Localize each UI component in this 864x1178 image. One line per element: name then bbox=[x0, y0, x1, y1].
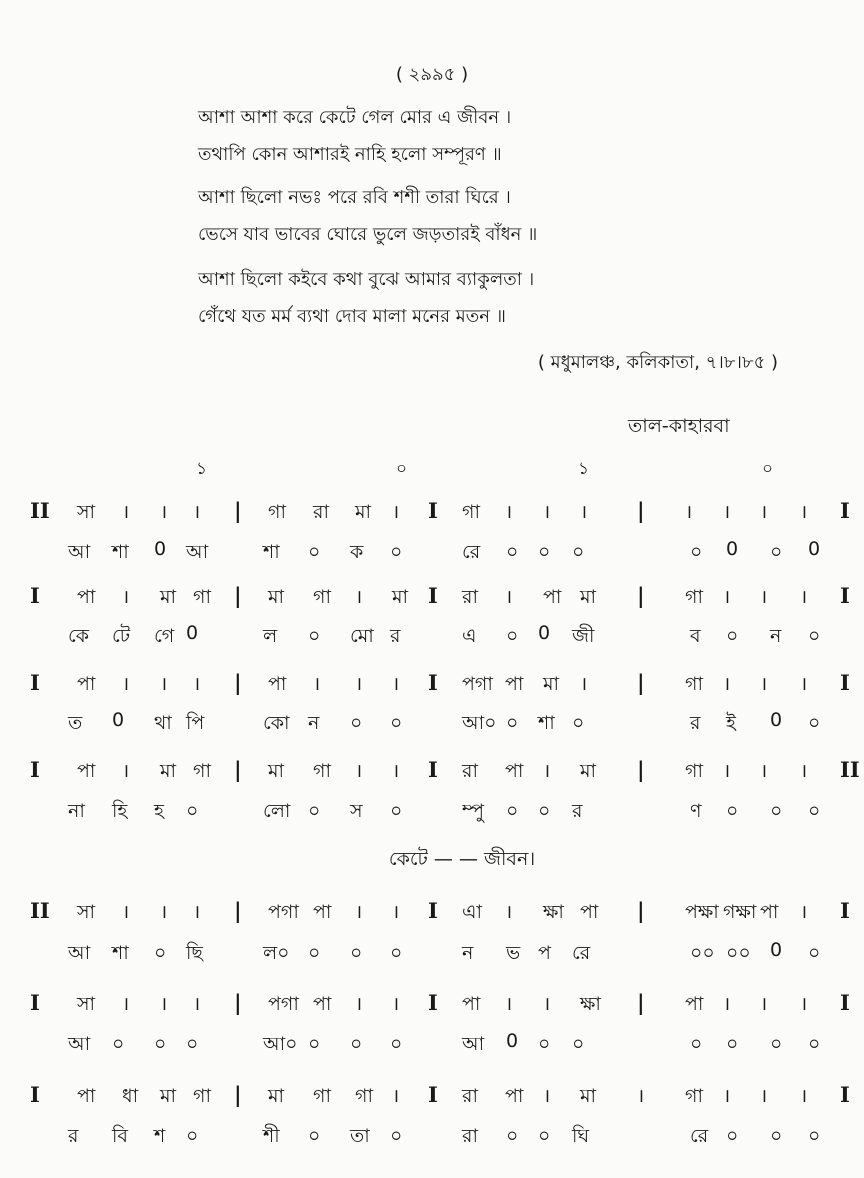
lyric-syllable: ক bbox=[350, 541, 364, 563]
lyric-syllable: ম্পু bbox=[462, 800, 485, 822]
lyric-syllable: এ bbox=[462, 625, 477, 647]
lyric-syllable: ০ bbox=[390, 800, 403, 822]
swara-note: পগা bbox=[462, 673, 493, 695]
lyric-syllable: ০ bbox=[690, 1033, 703, 1055]
lyric-syllable: ন bbox=[308, 712, 320, 734]
lyric-syllable: ০০ bbox=[690, 942, 715, 964]
swara-note: । bbox=[355, 586, 363, 608]
swara-note: । bbox=[685, 501, 693, 523]
bar-line: I bbox=[30, 670, 40, 695]
lyric-syllable: ছি bbox=[186, 942, 203, 964]
beat-mark-2: ০ bbox=[396, 459, 408, 479]
lyric-syllable: 0 bbox=[538, 622, 551, 644]
swara-note: পা bbox=[77, 673, 96, 695]
swara-note: । bbox=[580, 501, 588, 523]
swara-note: । bbox=[355, 993, 363, 1015]
lyric-syllable: ০ bbox=[808, 1033, 821, 1055]
bar-line: | bbox=[234, 757, 242, 782]
swara-note: । bbox=[723, 501, 731, 523]
lyric-syllable: ০ bbox=[808, 712, 821, 734]
lyric-syllable: ০ bbox=[154, 1033, 167, 1055]
lyric-syllable: ০ bbox=[350, 712, 363, 734]
swara-note: । bbox=[122, 901, 130, 923]
lyric-syllable: ০ bbox=[308, 625, 321, 647]
lyric-syllable: 0 bbox=[770, 939, 783, 961]
lyric-syllable: 0 bbox=[154, 538, 167, 560]
lyric-syllable: শা bbox=[538, 712, 555, 734]
swara-note: । bbox=[760, 586, 768, 608]
swara-note: গা bbox=[685, 586, 703, 608]
lyric-syllable: আ bbox=[186, 541, 209, 563]
swara-note: । bbox=[723, 586, 731, 608]
beat-mark-1: ১ bbox=[196, 459, 208, 479]
bar-line: | bbox=[234, 498, 242, 523]
lyric-syllable: ব bbox=[690, 625, 701, 647]
swara-note: পা bbox=[685, 993, 704, 1015]
swara-note: । bbox=[723, 1085, 731, 1107]
bar-line: I bbox=[428, 583, 438, 608]
bar-line: I bbox=[30, 990, 40, 1015]
swara-note: মা bbox=[268, 1085, 285, 1107]
lyric-syllable: ০ bbox=[112, 1033, 125, 1055]
swara-note: । bbox=[543, 501, 551, 523]
lyric-syllable: ০ bbox=[390, 1125, 403, 1147]
bar-line: | bbox=[234, 990, 242, 1015]
lyric-syllable: রে bbox=[572, 942, 591, 964]
swara-note: মা bbox=[160, 1085, 177, 1107]
swara-note: মা bbox=[268, 760, 285, 782]
swara-note: । bbox=[505, 501, 513, 523]
bar-line: | bbox=[234, 583, 242, 608]
swara-note: পা bbox=[268, 673, 287, 695]
swara-note: পা bbox=[505, 760, 524, 782]
bar-line: I bbox=[428, 757, 438, 782]
lyric-syllable: 0 bbox=[726, 538, 739, 560]
bar-line: I bbox=[840, 498, 850, 523]
notation-row-1-lyrics bbox=[0, 538, 864, 568]
lyric-syllable: 0 bbox=[506, 1030, 519, 1052]
lyric-syllable: ০ bbox=[390, 1033, 403, 1055]
lyric-syllable: হি bbox=[112, 800, 128, 822]
lyric-syllable: ত bbox=[68, 712, 83, 734]
swara-note: গা bbox=[313, 760, 331, 782]
swara-note: । bbox=[392, 501, 400, 523]
lyric-syllable: শী bbox=[263, 1125, 280, 1147]
lyric-syllable: ০ bbox=[726, 625, 739, 647]
swara-note: । bbox=[505, 993, 513, 1015]
lyric-syllable: ০ bbox=[390, 712, 403, 734]
lyric-syllable: ০ bbox=[726, 1125, 739, 1147]
lyric-syllable: আ০ bbox=[462, 712, 497, 734]
swara-note: । bbox=[723, 993, 731, 1015]
lyric-syllable: ০ bbox=[538, 1033, 551, 1055]
swara-note: । bbox=[505, 901, 513, 923]
swara-note: সা bbox=[77, 901, 96, 923]
lyric-syllable: হ bbox=[154, 800, 164, 822]
lyric-syllable: 0 bbox=[770, 709, 783, 731]
swara-note: পা bbox=[505, 1085, 524, 1107]
swara-note: । bbox=[505, 586, 513, 608]
swara-note: মা bbox=[268, 586, 285, 608]
notation-row-7-lyrics bbox=[0, 1122, 864, 1152]
lyric-syllable: ০ bbox=[770, 1033, 783, 1055]
notation-row-5-lyrics bbox=[0, 939, 864, 969]
swara-note: পা bbox=[580, 901, 599, 923]
beat-mark-4: ০ bbox=[762, 459, 774, 479]
lyric-syllable: ০ bbox=[538, 1125, 551, 1147]
source-note: ( মধুমালঞ্চ, কলিকাতা, ৭।৮।৮৫ ) bbox=[537, 352, 778, 373]
lyric-syllable: 0 bbox=[112, 709, 125, 731]
swara-note: । bbox=[193, 993, 201, 1015]
bar-line: I bbox=[840, 583, 850, 608]
verse-line-2: তথাপি কোন আশারই নাহি হলো সম্পূরণ ॥ bbox=[198, 144, 502, 165]
notation-row-4-lyrics bbox=[0, 797, 864, 827]
lyric-syllable: ০ bbox=[350, 942, 363, 964]
lyric-syllable: ০ bbox=[506, 1125, 519, 1147]
lyric-syllable: আ bbox=[462, 1033, 485, 1055]
swara-note: । bbox=[355, 901, 363, 923]
swara-note: । bbox=[392, 760, 400, 782]
bar-line: | bbox=[234, 1082, 242, 1107]
notation-row-6-swara bbox=[0, 990, 864, 1020]
swara-note: গা bbox=[193, 586, 211, 608]
swara-note: মা bbox=[355, 501, 372, 523]
lyric-syllable: ০ bbox=[506, 541, 519, 563]
lyric-syllable: ০ bbox=[808, 1125, 821, 1147]
bar-line: | bbox=[637, 990, 645, 1015]
bar-line: I bbox=[840, 1082, 850, 1107]
swara-note: গা bbox=[355, 1085, 373, 1107]
lyric-syllable: আ bbox=[68, 1033, 91, 1055]
lyric-syllable: ০ bbox=[808, 800, 821, 822]
notation-row-2-lyrics bbox=[0, 622, 864, 652]
swara-note: । bbox=[580, 673, 588, 695]
swara-note: পা bbox=[505, 673, 524, 695]
swara-note: । bbox=[160, 901, 168, 923]
swara-note: । bbox=[355, 673, 363, 695]
swara-note: গক্ষা bbox=[723, 901, 757, 923]
lyric-syllable: তা bbox=[350, 1125, 370, 1147]
bar-line: | bbox=[637, 757, 645, 782]
bar-line: I bbox=[840, 990, 850, 1015]
lyric-syllable: গে bbox=[154, 625, 175, 647]
lyric-syllable: কো bbox=[263, 712, 290, 734]
lyric-syllable: 0 bbox=[186, 622, 199, 644]
lyric-syllable: ০ bbox=[186, 1125, 199, 1147]
lyric-syllable: 0 bbox=[808, 538, 821, 560]
lyric-syllable: ০ bbox=[390, 541, 403, 563]
swara-note: । bbox=[543, 993, 551, 1015]
swara-note: । bbox=[122, 673, 130, 695]
swara-note: । bbox=[313, 673, 321, 695]
lyric-syllable: রে bbox=[462, 541, 481, 563]
lyric-syllable: র bbox=[572, 800, 583, 822]
lyric-syllable: শা bbox=[263, 541, 280, 563]
swara-note: । bbox=[392, 673, 400, 695]
swara-note: । bbox=[723, 760, 731, 782]
lyric-syllable: ০ bbox=[186, 1033, 199, 1055]
lyric-syllable: ০ bbox=[308, 1033, 321, 1055]
lyric-syllable: জী bbox=[572, 625, 595, 647]
bar-line: | bbox=[234, 898, 242, 923]
lyric-syllable: ০ bbox=[308, 942, 321, 964]
bar-line: I bbox=[840, 670, 850, 695]
lyric-syllable: র bbox=[690, 712, 701, 734]
swara-note: । bbox=[800, 1085, 808, 1107]
bar-line: | bbox=[637, 498, 645, 523]
lyric-syllable: বি bbox=[112, 1125, 129, 1147]
swara-note: পা bbox=[77, 760, 96, 782]
bar-line: | bbox=[234, 670, 242, 695]
lyric-syllable: ০ bbox=[726, 800, 739, 822]
lyric-syllable: আ০ bbox=[263, 1033, 298, 1055]
lyric-syllable: ০ bbox=[308, 800, 321, 822]
swara-note: রা bbox=[462, 760, 478, 782]
swara-note: । bbox=[392, 993, 400, 1015]
lyric-syllable: ০ bbox=[572, 1033, 585, 1055]
verse-line-3: আশা ছিলো নভঃ পরে রবি শশী তারা ঘিরে । bbox=[198, 187, 511, 208]
bar-line: | bbox=[637, 583, 645, 608]
swara-note: পগা bbox=[268, 993, 299, 1015]
taal-label: তাল-কাহারবা bbox=[628, 415, 730, 437]
swara-note: পা bbox=[313, 993, 332, 1015]
swara-note: পা bbox=[77, 586, 96, 608]
bar-line: II bbox=[30, 498, 50, 523]
swara-note: । bbox=[760, 1085, 768, 1107]
song-number: ( ২৯৯৫ ) bbox=[395, 64, 469, 85]
swara-note: । bbox=[543, 760, 551, 782]
swara-note: গা bbox=[685, 673, 703, 695]
lyric-syllable: ০ bbox=[770, 800, 783, 822]
lyric-syllable: ০ bbox=[186, 800, 199, 822]
swara-note: । bbox=[122, 993, 130, 1015]
swara-note: মা bbox=[580, 760, 597, 782]
lyric-syllable: ০ bbox=[154, 942, 167, 964]
swara-note: পা bbox=[760, 901, 779, 923]
notation-row-3-lyrics bbox=[0, 709, 864, 739]
verse-line-1: আশা আশা করে কেটে গেল মোর এ জীবন । bbox=[198, 107, 512, 128]
swara-note: । bbox=[193, 673, 201, 695]
lyric-syllable: রা bbox=[462, 1125, 478, 1147]
lyric-syllable: প bbox=[538, 942, 551, 964]
swara-note: গা bbox=[268, 501, 286, 523]
lyric-syllable: রে bbox=[690, 1125, 709, 1147]
lyric-syllable: ০ bbox=[538, 541, 551, 563]
swara-note: ক্ষা bbox=[543, 901, 564, 923]
swara-note: পা bbox=[77, 1085, 96, 1107]
swara-note: । bbox=[800, 673, 808, 695]
lyric-syllable: ০ bbox=[808, 625, 821, 647]
bar-line: I bbox=[30, 583, 40, 608]
swara-note: মা bbox=[392, 586, 409, 608]
lyric-syllable: ০ bbox=[770, 541, 783, 563]
verse-line-4: ভেসে যাব ভাবের ঘোরে ভুলে জড়তারই বাঁধন ॥ bbox=[198, 224, 538, 245]
swara-note: ধা bbox=[122, 1085, 139, 1107]
swara-note: পক্ষা bbox=[685, 901, 719, 923]
swara-note: এা bbox=[462, 901, 482, 923]
lyric-syllable: আ bbox=[68, 942, 91, 964]
swara-note: পা bbox=[543, 586, 562, 608]
swara-note: । bbox=[800, 586, 808, 608]
lyric-syllable: ০ bbox=[770, 1125, 783, 1147]
lyric-syllable: ০ bbox=[726, 1033, 739, 1055]
lyric-syllable: র bbox=[68, 1125, 79, 1147]
lyric-syllable: ০ bbox=[538, 800, 551, 822]
lyric-syllable: ০ bbox=[308, 541, 321, 563]
lyric-syllable: ০ bbox=[506, 712, 519, 734]
swara-note: । bbox=[193, 901, 201, 923]
swara-note: । bbox=[193, 501, 201, 523]
lyric-syllable: লো bbox=[263, 800, 291, 822]
swara-note: । bbox=[800, 901, 808, 923]
swara-note: মা bbox=[160, 586, 177, 608]
swara-note: । bbox=[392, 1085, 400, 1107]
lyric-syllable: ০ bbox=[572, 541, 585, 563]
notation-row-7-swara bbox=[0, 1082, 864, 1112]
lyric-syllable: কে bbox=[68, 625, 90, 647]
notation-row-4-swara bbox=[0, 757, 864, 787]
lyric-syllable: আ bbox=[68, 541, 91, 563]
bar-line: I bbox=[840, 898, 850, 923]
lyric-syllable: ০ bbox=[690, 541, 703, 563]
lyric-syllable: ভ bbox=[506, 942, 521, 964]
beat-mark-3: ১ bbox=[578, 459, 590, 479]
bar-line: I bbox=[428, 898, 438, 923]
swara-note: । bbox=[122, 760, 130, 782]
bar-line: II bbox=[30, 898, 50, 923]
swara-note: । bbox=[800, 760, 808, 782]
verse-line-6: গেঁথে যত মর্ম ব্যথা দোব মালা মনের মতন ॥ bbox=[198, 306, 506, 327]
swara-note: রা bbox=[462, 1085, 478, 1107]
lyric-syllable: ল bbox=[263, 625, 278, 647]
lyric-syllable: ণ bbox=[690, 800, 702, 822]
bar-line: I bbox=[428, 670, 438, 695]
lyric-syllable: থা bbox=[154, 712, 172, 734]
swara-note: । bbox=[760, 993, 768, 1015]
swara-note: পগা bbox=[268, 901, 299, 923]
swara-note: ক্ষা bbox=[580, 993, 601, 1015]
swara-note: । bbox=[760, 501, 768, 523]
lyric-syllable: মো bbox=[350, 625, 374, 647]
swara-note: । bbox=[160, 673, 168, 695]
lyric-syllable: ঘি bbox=[572, 1125, 590, 1147]
swara-note: গা bbox=[193, 1085, 211, 1107]
swara-note: রা bbox=[462, 586, 478, 608]
lyric-syllable: শা bbox=[112, 541, 129, 563]
lyric-syllable: ন bbox=[770, 625, 782, 647]
lyric-syllable: পি bbox=[186, 712, 205, 734]
notation-row-5-swara bbox=[0, 898, 864, 928]
swara-note: । bbox=[543, 1085, 551, 1107]
swara-note: । bbox=[760, 760, 768, 782]
swara-note: গা bbox=[193, 760, 211, 782]
swara-note: সা bbox=[77, 993, 96, 1015]
lyric-syllable: ০ bbox=[506, 800, 519, 822]
lyric-syllable: ০০ bbox=[726, 942, 751, 964]
swara-note: মা bbox=[580, 1085, 597, 1107]
swara-note: । bbox=[392, 901, 400, 923]
bar-line: II bbox=[840, 757, 860, 782]
verse-line-5: আশা ছিলো কইবে কথা বুঝে আমার ব্যাকুলতা । bbox=[198, 269, 535, 290]
bar-line: I bbox=[30, 757, 40, 782]
bar-line: I bbox=[30, 1082, 40, 1107]
bar-line: I bbox=[428, 1082, 438, 1107]
notation-row-3-swara bbox=[0, 670, 864, 700]
swara-note: গা bbox=[313, 586, 331, 608]
lyric-syllable: ০ bbox=[572, 712, 585, 734]
bar-line: | bbox=[637, 898, 645, 923]
swara-note: পা bbox=[462, 993, 481, 1015]
lyric-syllable: স bbox=[350, 800, 363, 822]
bar-line: I bbox=[428, 498, 438, 523]
lyric-syllable: ০ bbox=[808, 942, 821, 964]
lyric-syllable: ন bbox=[462, 942, 474, 964]
swara-note: । bbox=[160, 501, 168, 523]
lyric-syllable: শ bbox=[154, 1125, 166, 1147]
swara-note: মা bbox=[543, 673, 560, 695]
refrain-line: কেটে — — জীবন। bbox=[388, 848, 536, 870]
swara-note: । bbox=[122, 501, 130, 523]
notation-row-6-lyrics bbox=[0, 1030, 864, 1060]
swara-note: । bbox=[122, 586, 130, 608]
swara-note: গা bbox=[685, 760, 703, 782]
swara-note: গা bbox=[685, 1085, 703, 1107]
swara-note: গা bbox=[462, 501, 480, 523]
lyric-syllable: না bbox=[68, 800, 85, 822]
swara-note: । bbox=[355, 760, 363, 782]
bar-line: I bbox=[428, 990, 438, 1015]
swara-note: মা bbox=[580, 586, 597, 608]
swara-note: । bbox=[800, 993, 808, 1015]
swara-note: । bbox=[800, 501, 808, 523]
swara-note: । bbox=[160, 993, 168, 1015]
lyric-syllable: ই bbox=[726, 712, 736, 734]
lyric-syllable: ০ bbox=[308, 1125, 321, 1147]
swara-note: গা bbox=[313, 1085, 331, 1107]
bar-line: | bbox=[637, 670, 645, 695]
lyric-syllable: ল০ bbox=[263, 942, 290, 964]
lyric-syllable: টে bbox=[112, 625, 131, 647]
notation-row-1-swara bbox=[0, 498, 864, 528]
swara-note: পা bbox=[313, 901, 332, 923]
notation-row-2-swara bbox=[0, 583, 864, 613]
swara-note: । bbox=[723, 673, 731, 695]
lyric-syllable: র bbox=[390, 625, 401, 647]
swara-note: মা bbox=[160, 760, 177, 782]
lyric-syllable: ০ bbox=[506, 625, 519, 647]
lyric-syllable: ০ bbox=[390, 942, 403, 964]
swara-note: সা bbox=[77, 501, 96, 523]
swara-note: । bbox=[637, 1085, 645, 1107]
swara-note: । bbox=[760, 673, 768, 695]
lyric-syllable: শা bbox=[112, 942, 129, 964]
lyric-syllable: ০ bbox=[350, 1033, 363, 1055]
swara-note: রা bbox=[313, 501, 329, 523]
